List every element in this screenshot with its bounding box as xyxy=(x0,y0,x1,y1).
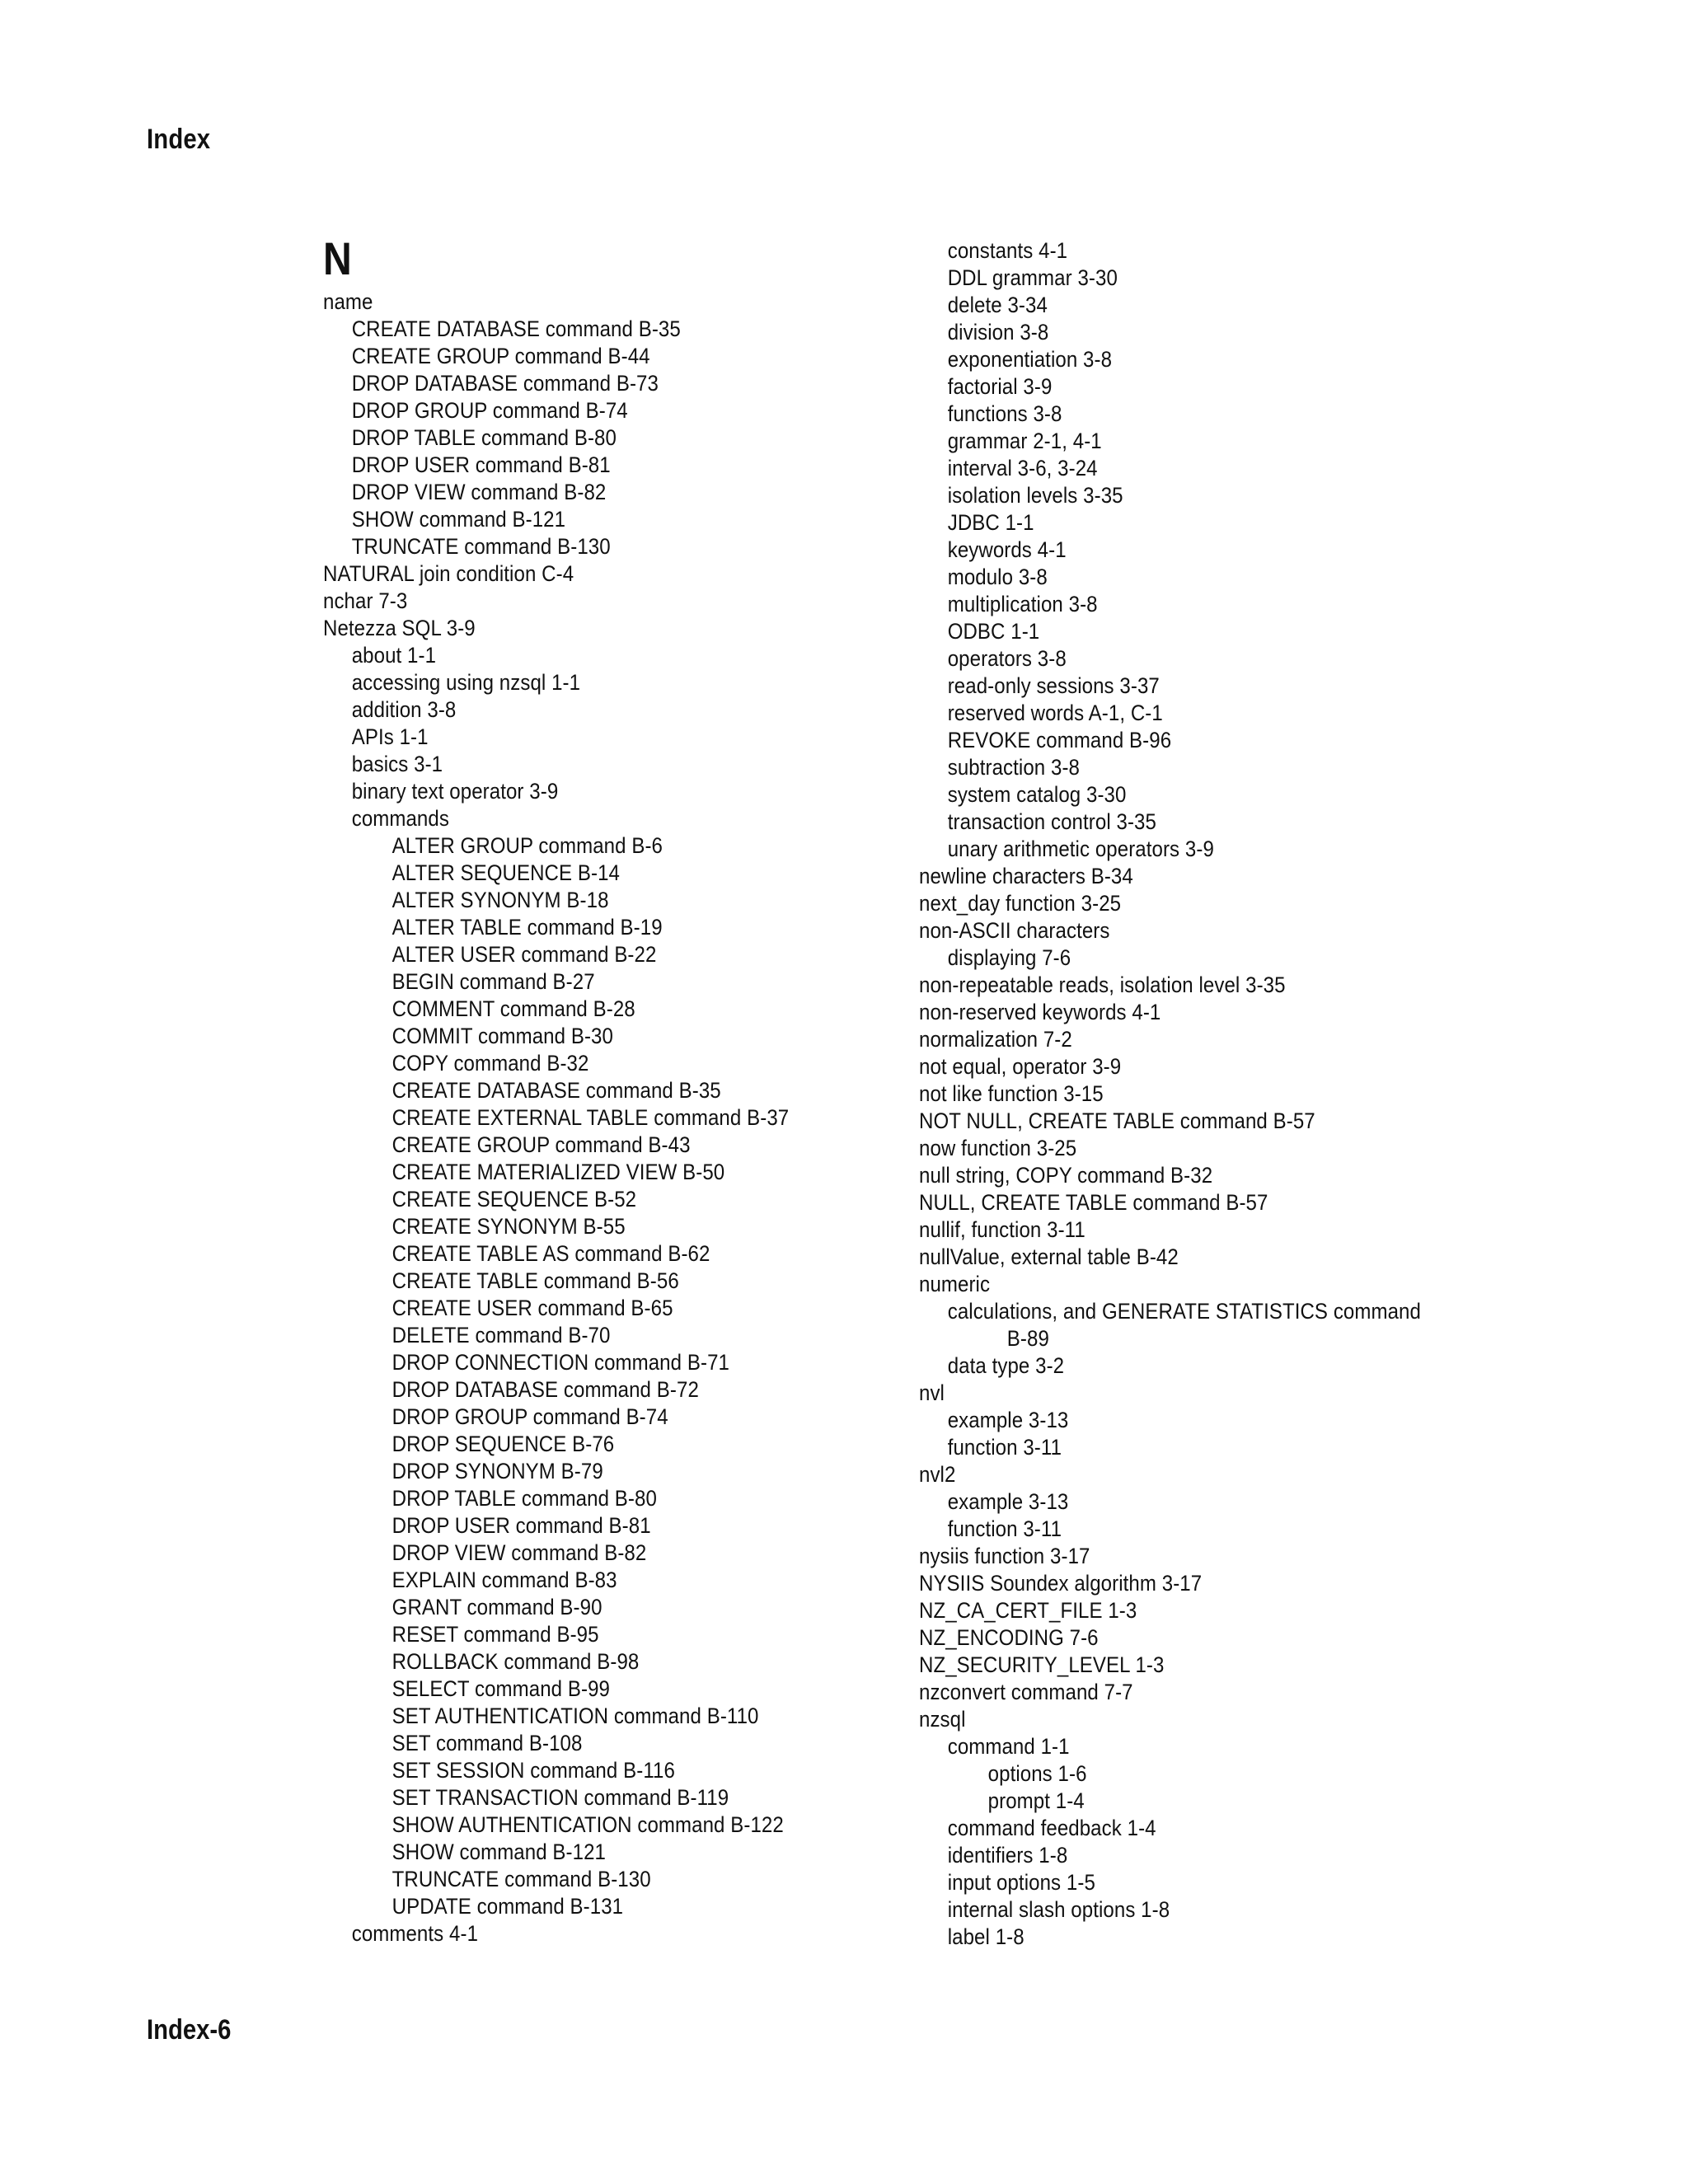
index-entry-text: nzsql xyxy=(919,1707,966,1732)
index-entry-text: APIs 1-1 xyxy=(351,724,429,749)
index-entry xyxy=(323,941,837,968)
index-entry-text: SET AUTHENTICATION command B-110 xyxy=(392,1704,759,1728)
index-entry-text: transaction control 3-35 xyxy=(947,809,1156,834)
index-entry-text: DROP VIEW command B-82 xyxy=(392,1540,647,1565)
index-entry xyxy=(323,696,837,724)
index-entry xyxy=(323,1485,837,1512)
index-entry xyxy=(919,1733,1432,1760)
index-entry-text: SET SESSION command B-116 xyxy=(392,1758,675,1783)
index-entry-text: DROP GROUP command B-74 xyxy=(392,1404,668,1429)
index-entry xyxy=(919,1135,1432,1162)
index-entry xyxy=(323,479,837,506)
index-entry-text: delete 3-34 xyxy=(947,293,1048,317)
index-entry-text: not like function 3-15 xyxy=(919,1081,1104,1106)
index-entry-text: name xyxy=(323,289,373,314)
index-entry xyxy=(323,1594,837,1621)
index-entry-text: CREATE DATABASE command B-35 xyxy=(392,1078,721,1103)
index-entry xyxy=(919,673,1432,700)
index-entry xyxy=(919,700,1432,727)
index-entry xyxy=(919,1461,1432,1488)
index-entry-text: UPDATE command B-131 xyxy=(392,1894,624,1919)
index-entry-text: command feedback 1-4 xyxy=(947,1816,1156,1840)
index-entry-text: TRUNCATE command B-130 xyxy=(392,1867,651,1891)
index-entry xyxy=(323,424,837,452)
index-entry xyxy=(919,373,1432,401)
index-entry-text: example 3-13 xyxy=(947,1489,1069,1514)
index-entry-text: internal slash options 1-8 xyxy=(947,1897,1170,1922)
index-entry xyxy=(919,1706,1432,1733)
index-entry-text: read-only sessions 3-37 xyxy=(947,673,1160,698)
index-entry-text: CREATE SEQUENCE B-52 xyxy=(392,1187,637,1212)
index-entry xyxy=(919,292,1432,319)
index-entry-text: DROP CONNECTION command B-71 xyxy=(392,1350,729,1375)
index-entry-text: DROP DATABASE command B-73 xyxy=(351,371,659,396)
index-entry xyxy=(919,265,1432,292)
index-entry xyxy=(919,482,1432,509)
index-entry xyxy=(919,1407,1432,1434)
index-entry-text: CREATE TABLE command B-56 xyxy=(392,1268,679,1293)
index-entry-text: binary text operator 3-9 xyxy=(351,779,559,804)
index-entry-text: comments 4-1 xyxy=(351,1921,479,1946)
index-entry-text: system catalog 3-30 xyxy=(947,782,1127,807)
index-entry xyxy=(919,591,1432,618)
index-entry xyxy=(323,1512,837,1540)
index-entry-text: grammar 2-1, 4-1 xyxy=(947,429,1102,453)
index-entry-text: basics 3-1 xyxy=(351,752,443,776)
index-entry-text: SET TRANSACTION command B-119 xyxy=(392,1785,729,1810)
index-entry-text: nchar 7-3 xyxy=(323,588,408,613)
index-entry xyxy=(919,237,1432,265)
index-entry-text: subtraction 3-8 xyxy=(947,755,1081,780)
index-entry-text: interval 3-6, 3-24 xyxy=(947,456,1098,480)
index-entry xyxy=(323,1404,837,1431)
index-entry-text: SHOW command B-121 xyxy=(351,507,566,532)
index-entry-text: NATURAL join condition C-4 xyxy=(323,561,574,586)
index-entry xyxy=(919,645,1432,673)
index-entry-text: DROP TABLE command B-80 xyxy=(351,425,617,450)
index-entry xyxy=(919,1162,1432,1189)
index-entry-text: non-ASCII characters xyxy=(919,918,1110,943)
index-entry xyxy=(323,887,837,914)
index-entry-text: DROP SYNONYM B-79 xyxy=(392,1459,603,1483)
page-number: Index-6 xyxy=(147,2014,232,2046)
index-entry-text: non-repeatable reads, isolation level 3-35 xyxy=(919,972,1286,997)
index-entry-text: operators 3-8 xyxy=(947,646,1067,671)
index-entry-text: GRANT command B-90 xyxy=(392,1595,603,1619)
index-entry xyxy=(323,832,837,860)
index-entry xyxy=(919,1189,1432,1216)
index-entry xyxy=(323,1050,837,1077)
index-entry-text: NZ_SECURITY_LEVEL 1-3 xyxy=(919,1652,1165,1677)
index-entry-text: ROLLBACK command B-98 xyxy=(392,1649,640,1674)
index-entry-continuation: B-89 xyxy=(1006,1326,1049,1351)
index-entry-text: DROP VIEW command B-82 xyxy=(351,480,607,504)
index-entry-text: newline characters B-34 xyxy=(919,864,1133,888)
index-entry xyxy=(323,1811,837,1839)
index-column-right xyxy=(919,237,1496,1951)
index-entry xyxy=(919,999,1432,1026)
index-entry xyxy=(323,1784,837,1811)
index-entry xyxy=(323,914,837,941)
index-entry xyxy=(323,1349,837,1376)
index-entry xyxy=(919,1896,1432,1924)
index-entry xyxy=(919,1244,1432,1271)
index-entry-text: about 1-1 xyxy=(351,643,437,668)
index-entry-text: CREATE TABLE AS command B-62 xyxy=(392,1241,710,1266)
index-entry xyxy=(323,1648,837,1675)
index-entry-text: prompt 1-4 xyxy=(987,1788,1085,1813)
index-entry-text: NULL, CREATE TABLE command B-57 xyxy=(919,1190,1268,1215)
index-entry xyxy=(323,860,837,887)
index-entry-text: factorial 3-9 xyxy=(947,374,1053,399)
index-entry xyxy=(919,972,1432,999)
index-entry-text: identifiers 1-8 xyxy=(947,1843,1068,1868)
index-entry xyxy=(919,1516,1432,1543)
index-entry-text: CREATE EXTERNAL TABLE command B-37 xyxy=(392,1105,790,1130)
index-entry xyxy=(323,1104,837,1132)
index-entry xyxy=(323,778,837,805)
index-entry-text: next_day function 3-25 xyxy=(919,891,1122,916)
index-entry-text: unary arithmetic operators 3-9 xyxy=(947,837,1214,861)
index-entry-text: multiplication 3-8 xyxy=(947,592,1098,616)
index-entry xyxy=(919,455,1432,482)
index-entry xyxy=(919,1570,1432,1597)
index-entry-text: DROP TABLE command B-80 xyxy=(392,1486,657,1511)
index-entry-text: non-reserved keywords 4-1 xyxy=(919,1000,1161,1024)
index-entry xyxy=(919,944,1432,972)
index-entry-text: CREATE MATERIALIZED VIEW B-50 xyxy=(392,1160,725,1184)
index-entry-text: isolation levels 3-35 xyxy=(947,483,1123,508)
index-entry xyxy=(323,1268,837,1295)
index-entry-text: NYSIIS Soundex algorithm 3-17 xyxy=(919,1571,1203,1596)
index-entry xyxy=(323,1730,837,1757)
index-entry xyxy=(919,836,1432,863)
index-entry-text: DELETE command B-70 xyxy=(392,1323,611,1347)
index-entry xyxy=(919,564,1432,591)
index-entry-text: exponentiation 3-8 xyxy=(947,347,1113,372)
index-entry xyxy=(919,1352,1432,1380)
index-entry xyxy=(323,343,837,370)
index-entry-text: Netezza SQL 3-9 xyxy=(323,616,476,640)
index-entry xyxy=(919,1624,1432,1652)
section-letter: N xyxy=(323,232,352,284)
index-entry-text: DROP USER command B-81 xyxy=(392,1513,651,1538)
index-entry-text: example 3-13 xyxy=(947,1408,1069,1432)
index-entry-text: nullif, function 3-11 xyxy=(919,1217,1085,1242)
index-entry-text: SET command B-108 xyxy=(392,1731,583,1755)
index-entry xyxy=(323,1213,837,1240)
index-entry xyxy=(919,1869,1432,1896)
index-entry xyxy=(919,863,1432,890)
index-entry-text: keywords 4-1 xyxy=(947,537,1067,562)
index-entry xyxy=(323,533,837,560)
index-entry xyxy=(323,1132,837,1159)
index-entry xyxy=(323,1703,837,1730)
index-entry-text: DROP DATABASE command B-72 xyxy=(392,1377,699,1402)
index-entry-text: SHOW AUTHENTICATION command B-122 xyxy=(392,1812,784,1837)
index-entry-text: options 1-6 xyxy=(987,1761,1087,1786)
index-entry-text: commands xyxy=(351,806,449,831)
index-entry-text: TRUNCATE command B-130 xyxy=(351,534,611,559)
index-entry xyxy=(919,1924,1432,1951)
index-entry-text: function 3-11 xyxy=(947,1516,1062,1541)
index-entry-text: modulo 3-8 xyxy=(947,565,1048,589)
index-entry-text: calculations, and GENERATE STATISTICS command xyxy=(947,1299,1421,1324)
index-entry xyxy=(323,1322,837,1349)
index-entry xyxy=(919,1543,1432,1570)
index-entry xyxy=(323,560,837,588)
index-entry xyxy=(919,1380,1432,1407)
index-entry xyxy=(323,642,837,669)
index-entry xyxy=(919,1108,1432,1135)
index-entry-text: displaying 7-6 xyxy=(947,945,1071,970)
index-entry-text: nysiis function 3-17 xyxy=(919,1544,1090,1568)
index-entry-text: CREATE GROUP command B-44 xyxy=(351,344,650,368)
index-entry-text: ALTER TABLE command B-19 xyxy=(392,915,663,940)
index-entry-text: function 3-11 xyxy=(947,1435,1062,1460)
index-entry-text: now function 3-25 xyxy=(919,1136,1077,1160)
index-entry xyxy=(919,1271,1432,1298)
index-entry xyxy=(323,1458,837,1485)
index-entry xyxy=(919,1298,1432,1352)
index-entry-text: NOT NULL, CREATE TABLE command B-57 xyxy=(919,1108,1315,1133)
index-entry-text: reserved words A-1, C-1 xyxy=(947,701,1163,725)
running-header: Index xyxy=(147,124,211,155)
index-entry xyxy=(323,588,837,615)
index-entry-text: DDL grammar 3-30 xyxy=(947,265,1118,290)
index-entry xyxy=(919,1842,1432,1869)
index-entry-text: ALTER SEQUENCE B-14 xyxy=(392,860,621,885)
index-entry-text: functions 3-8 xyxy=(947,401,1062,426)
index-entry xyxy=(919,319,1432,346)
index-entry xyxy=(323,1893,837,1920)
index-entry xyxy=(323,1186,837,1213)
index-entry xyxy=(919,1679,1432,1706)
index-entry xyxy=(323,1675,837,1703)
index-entry-text: CREATE USER command B-65 xyxy=(392,1296,673,1320)
index-entry-text: DROP SEQUENCE B-76 xyxy=(392,1432,615,1456)
index-entry xyxy=(323,1077,837,1104)
index-entry-text: label 1-8 xyxy=(947,1924,1025,1949)
index-entry xyxy=(919,1434,1432,1461)
index-entry xyxy=(323,1431,837,1458)
index-entry xyxy=(919,1760,1432,1788)
index-entry xyxy=(919,509,1432,537)
index-entry xyxy=(919,1080,1432,1108)
index-entry-text: EXPLAIN command B-83 xyxy=(392,1568,617,1592)
index-entry xyxy=(919,890,1432,917)
index-entry xyxy=(323,669,837,696)
index-entry xyxy=(919,808,1432,836)
index-entry xyxy=(919,428,1432,455)
index-entry-text: command 1-1 xyxy=(947,1734,1070,1759)
index-entry-text: ODBC 1-1 xyxy=(947,619,1040,644)
index-entry xyxy=(323,1839,837,1866)
index-entry-text: ALTER USER command B-22 xyxy=(392,942,657,967)
index-entry-text: nvl xyxy=(919,1380,945,1405)
index-entry xyxy=(919,346,1432,373)
index-entry-text: SHOW command B-121 xyxy=(392,1840,607,1864)
index-entry xyxy=(919,537,1432,564)
index-entry xyxy=(919,1053,1432,1080)
index-entry-text: DROP USER command B-81 xyxy=(351,452,611,477)
index-entry xyxy=(323,1376,837,1404)
index-entry xyxy=(323,506,837,533)
index-entry-text: division 3-8 xyxy=(947,320,1049,344)
index-entry-text: null string, COPY command B-32 xyxy=(919,1163,1213,1188)
index-entry xyxy=(919,727,1432,754)
index-entry xyxy=(919,401,1432,428)
index-entry-text: not equal, operator 3-9 xyxy=(919,1054,1122,1079)
index-entry-text: COMMENT command B-28 xyxy=(392,996,635,1021)
index-entry-text: data type 3-2 xyxy=(947,1353,1065,1378)
index-entry-text: DROP GROUP command B-74 xyxy=(351,398,628,423)
index-entry-text: accessing using nzsql 1-1 xyxy=(351,670,581,695)
index-entry-text: COPY command B-32 xyxy=(392,1051,589,1076)
index-entry xyxy=(919,754,1432,781)
index-entry xyxy=(919,1597,1432,1624)
index-entry xyxy=(323,452,837,479)
index-entry xyxy=(323,1866,837,1893)
index-entry-text: constants 4-1 xyxy=(947,238,1068,263)
index-entry-text: SELECT command B-99 xyxy=(392,1676,611,1701)
index-entry-text: COMMIT command B-30 xyxy=(392,1024,613,1048)
index-entry xyxy=(323,1567,837,1594)
index-column-left xyxy=(323,288,900,1947)
index-entry xyxy=(323,1240,837,1268)
index-entry-text: JDBC 1-1 xyxy=(947,510,1034,535)
index-entry xyxy=(919,917,1432,944)
index-entry xyxy=(919,1216,1432,1244)
index-entry xyxy=(323,1621,837,1648)
index-entry xyxy=(323,1540,837,1567)
index-entry xyxy=(919,1788,1432,1815)
index-entry xyxy=(919,618,1432,645)
index-entry-text: nullValue, external table B-42 xyxy=(919,1244,1179,1269)
index-entry-text: nvl2 xyxy=(919,1462,956,1487)
index-entry xyxy=(323,1757,837,1784)
index-entry-text: BEGIN command B-27 xyxy=(392,969,595,994)
index-entry-text: input options 1-5 xyxy=(947,1870,1095,1895)
index-entry-text: REVOKE command B-96 xyxy=(947,728,1172,752)
index-entry-text: numeric xyxy=(919,1272,991,1296)
index-entry xyxy=(919,1488,1432,1516)
index-entry xyxy=(323,288,837,316)
index-entry xyxy=(323,805,837,832)
index-entry-text: ALTER GROUP command B-6 xyxy=(392,833,663,858)
index-entry-text: CREATE GROUP command B-43 xyxy=(392,1132,691,1157)
index-entry-text: NZ_ENCODING 7-6 xyxy=(919,1625,1099,1650)
index-entry xyxy=(323,615,837,642)
index-entry xyxy=(323,1295,837,1322)
index-entry-text: CREATE DATABASE command B-35 xyxy=(351,316,681,341)
index-entry xyxy=(919,1026,1432,1053)
index-entry-text: NZ_CA_CERT_FILE 1-3 xyxy=(919,1598,1137,1623)
index-entry-text: ALTER SYNONYM B-18 xyxy=(392,888,609,912)
index-entry xyxy=(323,751,837,778)
index-entry xyxy=(323,370,837,397)
index-entry-text: normalization 7-2 xyxy=(919,1027,1072,1052)
index-entry xyxy=(323,397,837,424)
index-entry xyxy=(323,316,837,343)
index-entry xyxy=(323,1920,837,1947)
index-entry xyxy=(323,724,837,751)
index-entry xyxy=(323,1023,837,1050)
index-entry xyxy=(323,1159,837,1186)
index-entry-text: CREATE SYNONYM B-55 xyxy=(392,1214,626,1239)
index-entry xyxy=(323,968,837,996)
index-entry xyxy=(919,1815,1432,1842)
index-entry xyxy=(323,996,837,1023)
index-entry xyxy=(919,781,1432,808)
index-entry-text: addition 3-8 xyxy=(351,697,457,722)
index-entry-text: RESET command B-95 xyxy=(392,1622,599,1647)
index-entry xyxy=(919,1652,1432,1679)
index-entry-text: nzconvert command 7-7 xyxy=(919,1680,1133,1704)
